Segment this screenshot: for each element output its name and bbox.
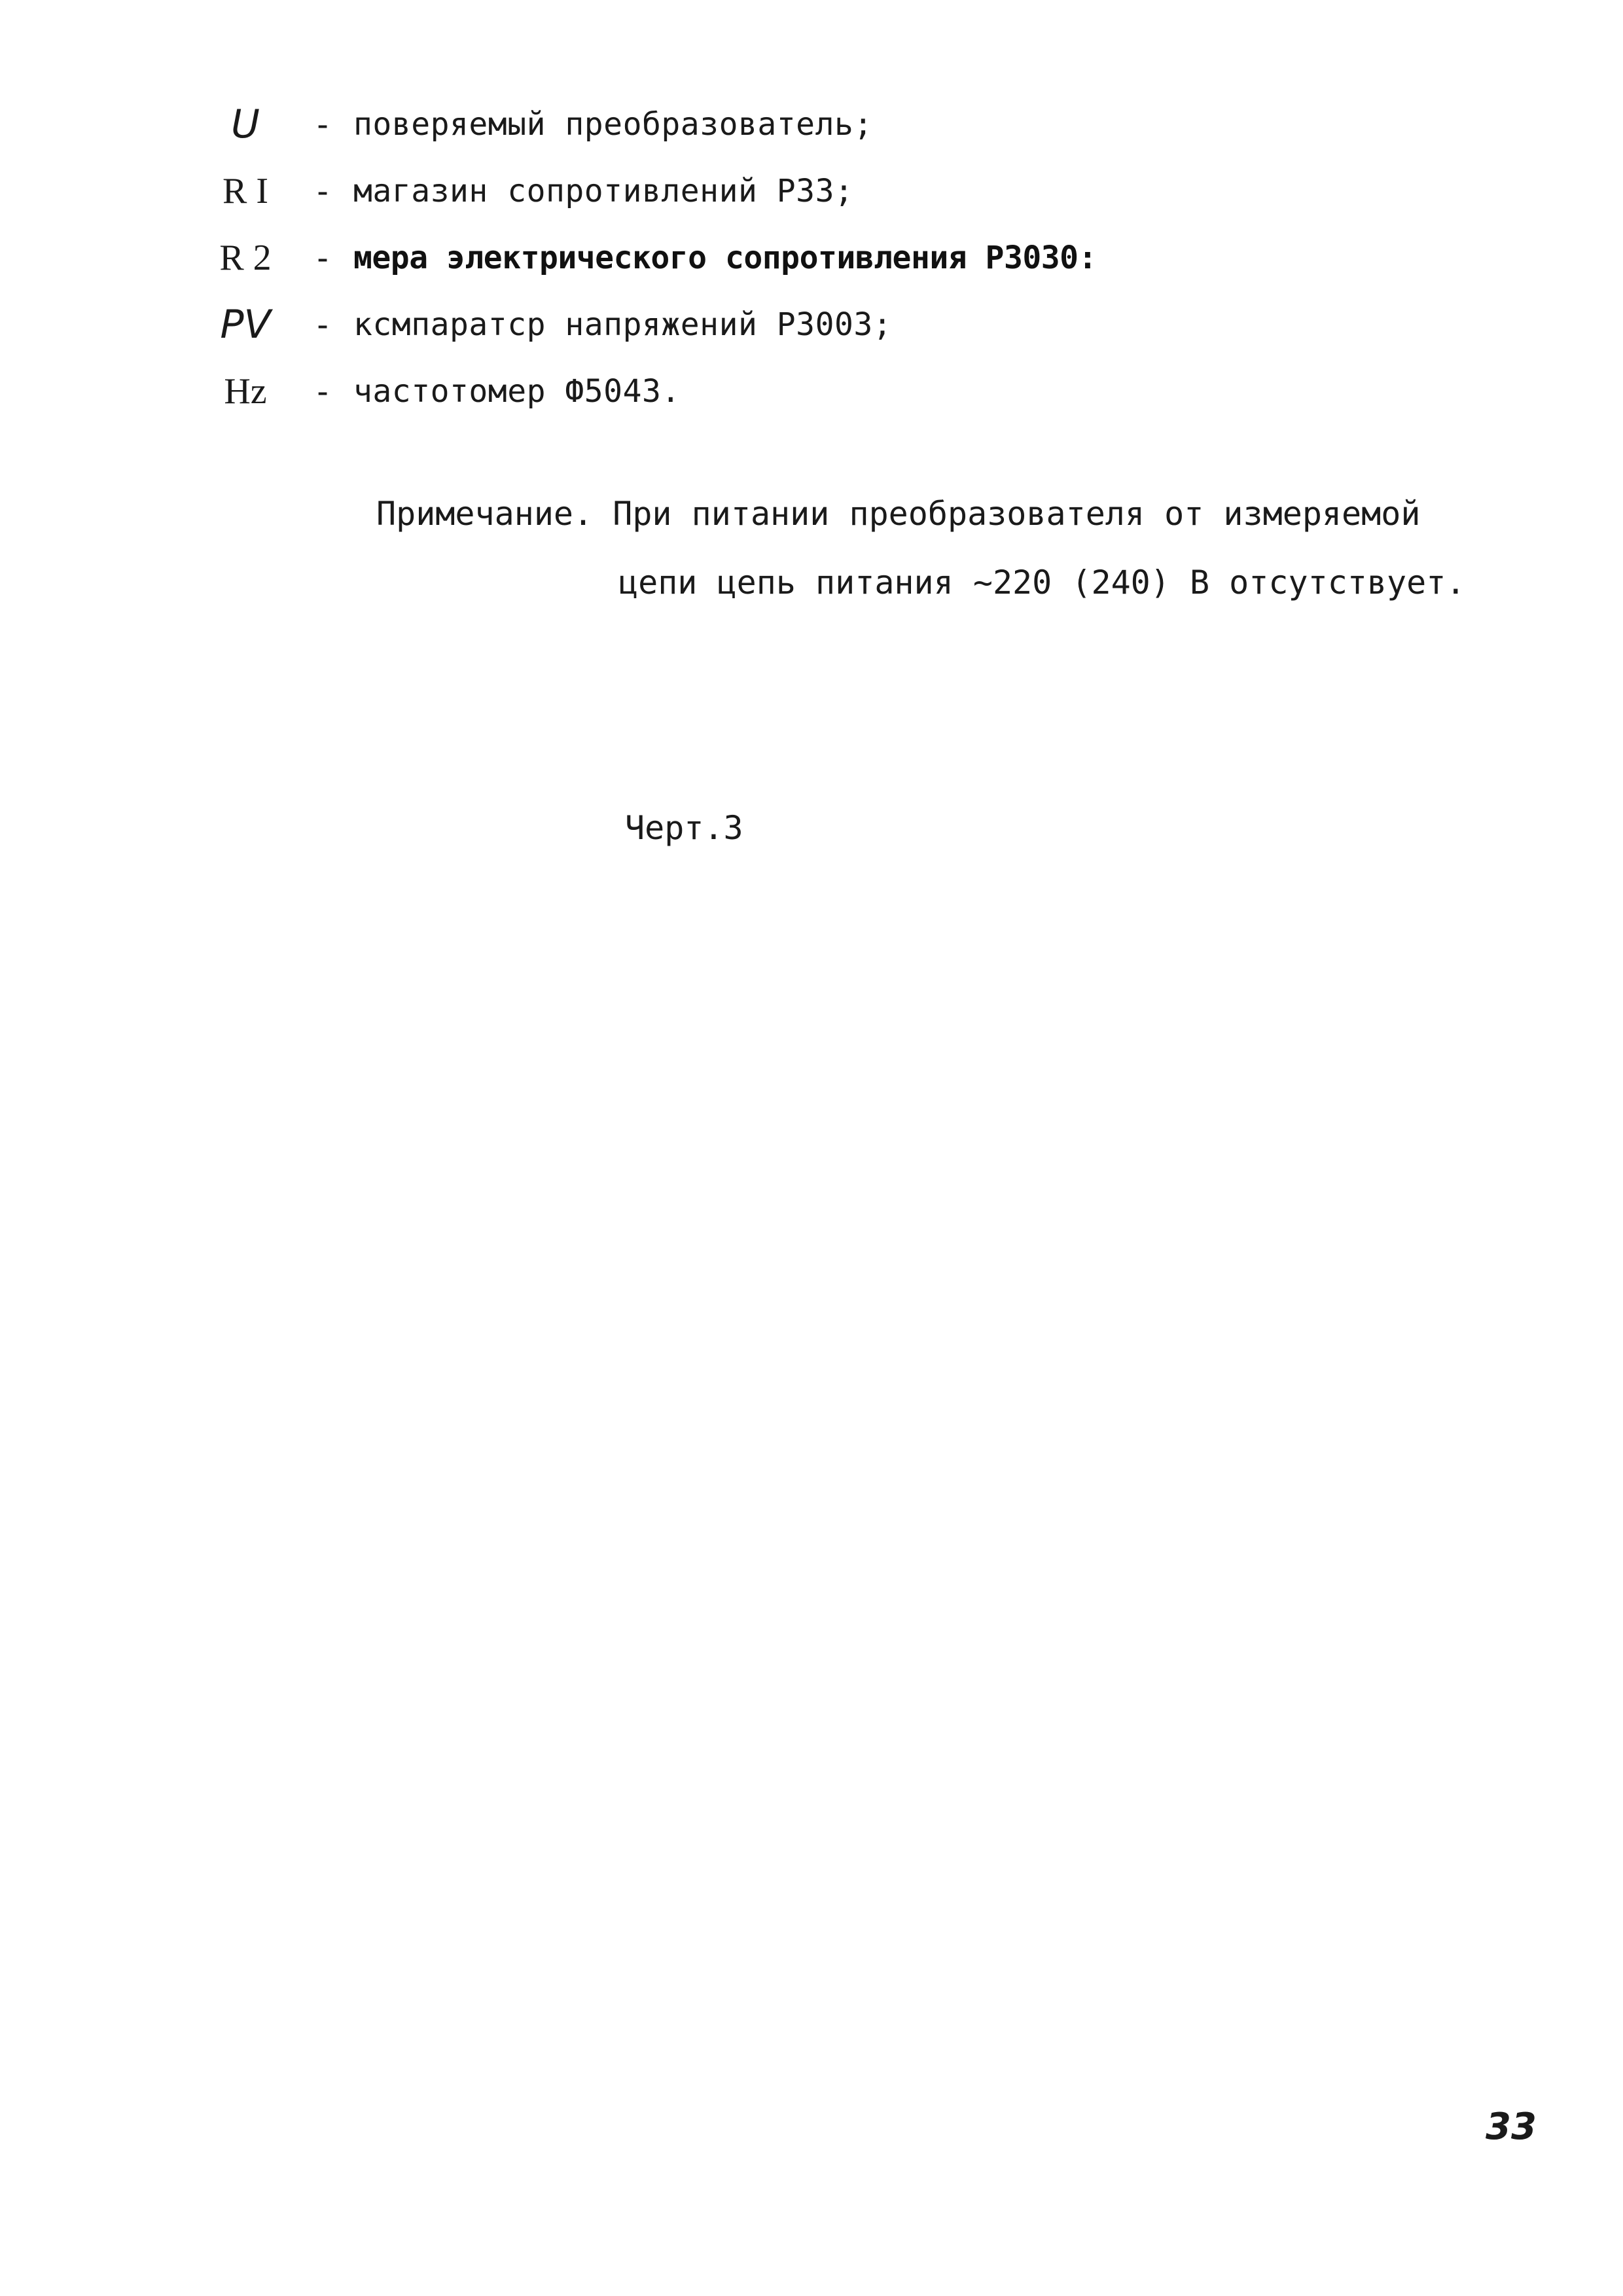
- legend-item-frequency-meter: [196, 362, 1440, 429]
- legend-item-resistance-measure: [196, 228, 1440, 295]
- legend-dash: -: [313, 239, 333, 277]
- note-line-1: Примечание. При питании преобразователя от измеряемой: [376, 495, 1421, 533]
- legend-symbol: R I: [223, 171, 268, 211]
- legend-item-voltage-comparator: [196, 295, 1440, 362]
- legend-dash: -: [313, 306, 333, 344]
- legend-dash: -: [313, 372, 333, 410]
- symbol-legend: [196, 95, 1440, 429]
- legend-dash: -: [313, 172, 333, 210]
- legend-description: мера электрического сопротивления Р3030:: [353, 240, 1097, 276]
- note-line-2: цепи цепь питания ~220 (240) В отсутствует.: [618, 564, 1466, 601]
- legend-description: частотомер Ф5043.: [353, 373, 681, 410]
- legend-dash: -: [313, 105, 333, 143]
- legend-symbol: U: [231, 101, 260, 147]
- legend-item-converter: [196, 95, 1440, 162]
- legend-symbol: R 2: [219, 238, 272, 278]
- legend-symbol: PV: [220, 302, 271, 348]
- figure-caption: Черт.3: [625, 809, 743, 847]
- legend-description: магазин сопротивлений Р33;: [353, 173, 854, 209]
- page-number: 33: [1486, 2106, 1537, 2148]
- legend-description: поверяемый преобразователь;: [353, 106, 873, 143]
- legend-item-resistance-box: [196, 162, 1440, 228]
- legend-description: кcмпаратcр напряжений Р3003;: [353, 306, 893, 343]
- legend-symbol: Hz: [224, 371, 267, 412]
